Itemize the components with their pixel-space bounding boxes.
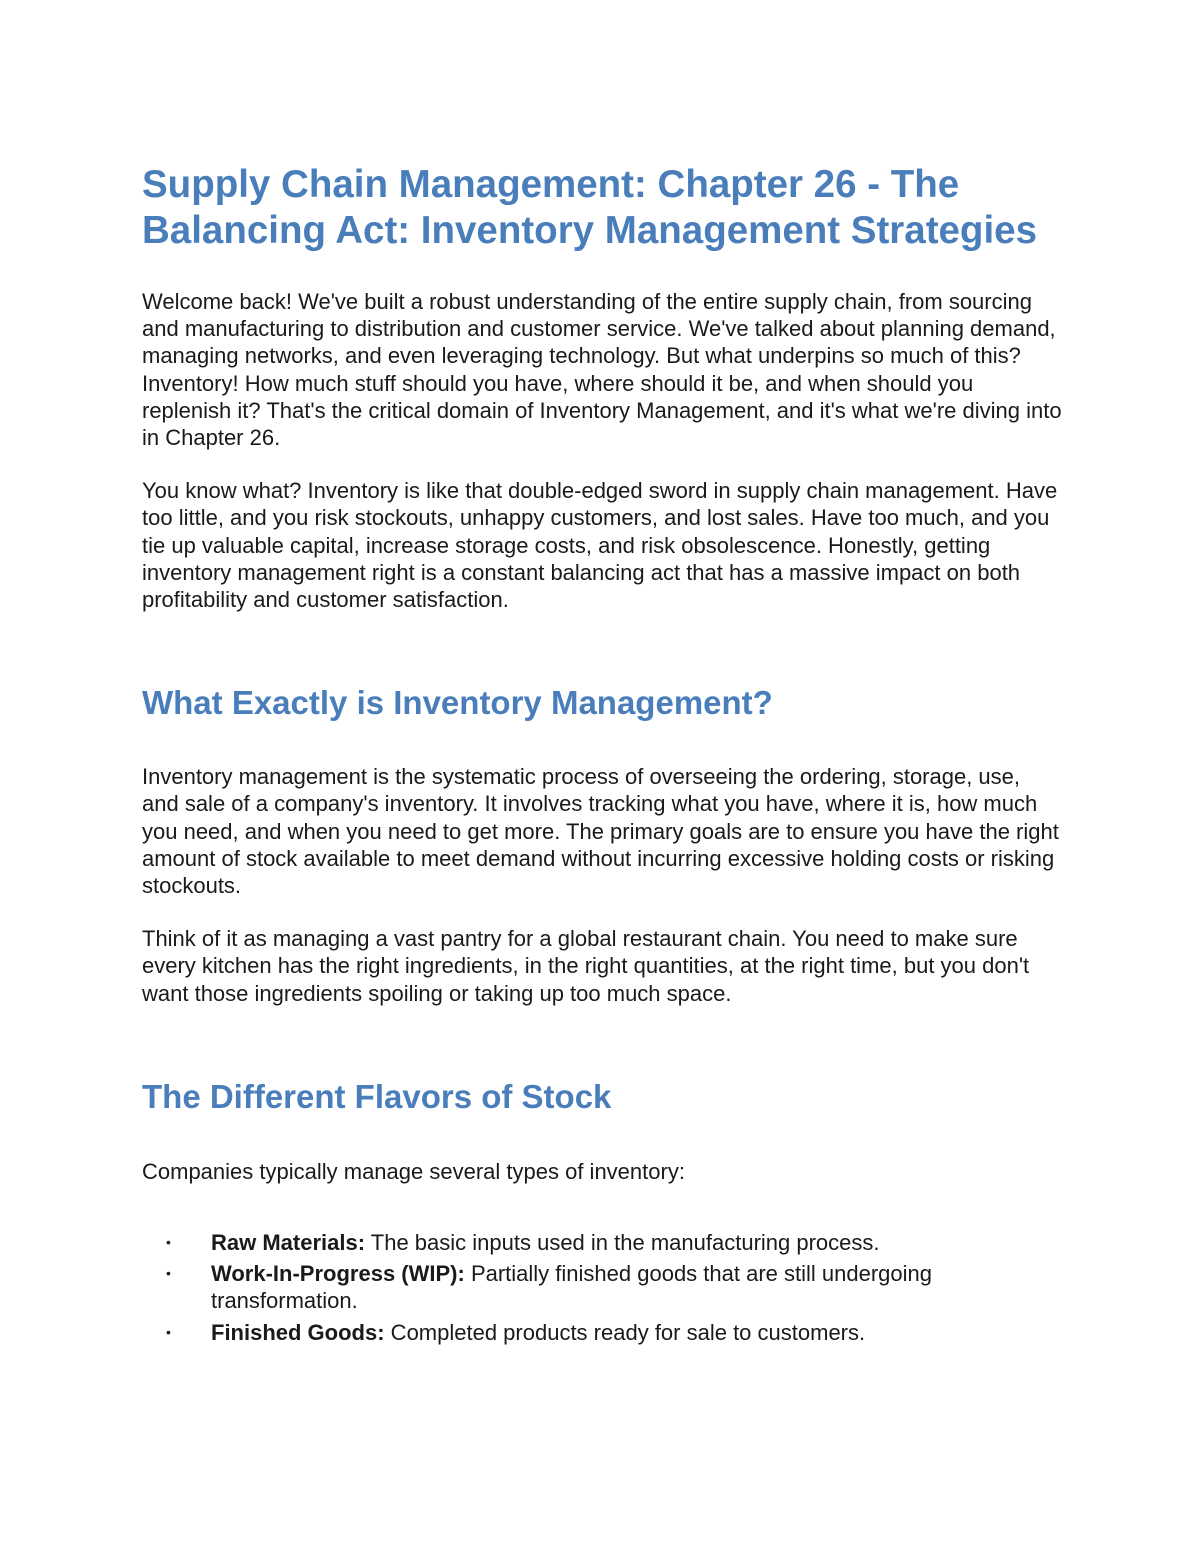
bullet-icon: • (166, 1234, 171, 1251)
intro-paragraph-1: Welcome back! We've built a robust understanding of the entire supply chain, from sourcing and manufacturing to distribution and customer service. We've talked about planning demand, managing networks, and even leveraging technology. But what underpins so much of this? Inventory! How much stuff should you have, where should it be, and when should you replenish it? That's the critical domain of Inventory Management, and it's what we're diving into in Chapter 26. (142, 289, 1062, 451)
section-heading-inventory-management: What Exactly is Inventory Management? (142, 684, 773, 722)
list-item-term: Raw Materials: (211, 1230, 366, 1256)
list-item-finished-goods (142, 1319, 1062, 1346)
intro-paragraph-2: You know what? Inventory is like that double-edged sword in supply chain management. Have too little, and you risk stockouts, unhappy customers, and lost sales. Have too much, and you tie up valuable capital, increase storage costs, and risk obsolescence. Honestly, getting inventory management right is a constant balancing act that has a massive impact on both profitability and customer satisfaction. (142, 478, 1058, 613)
list-item-description: Partially finished goods that are still undergoing transformation. (211, 1261, 932, 1314)
list-item-description: Completed products ready for sale to customers. (384, 1319, 866, 1345)
list-item-description: The basic inputs used in the manufacturing process. (365, 1230, 880, 1256)
bullet-icon: • (166, 1323, 171, 1340)
list-item-term: Finished Goods: (211, 1319, 385, 1345)
list-item-work-in-progress (142, 1260, 1062, 1314)
bullet-icon: • (166, 1265, 171, 1282)
section-2-intro: Companies typically manage several types of inventory: (142, 1158, 685, 1184)
section-1-paragraph-1: Inventory management is the systematic process of overseeing the ordering, storage, use, and sale of a company's inventory. It involves tracking what you have, where it is, how much you need, and when you need to get more. The primary goals are to ensure you have the right amount of stock available to meet demand without incurring excessive holding costs or risking stockouts. (142, 764, 1059, 899)
inventory-types-list (142, 1229, 1062, 1346)
document-title: Supply Chain Management: Chapter 26 - The Balancing Act: Inventory Management Strategies (142, 163, 1037, 252)
list-item-raw-materials (142, 1229, 1062, 1256)
section-1-paragraph-2: Think of it as managing a vast pantry for a global restaurant chain. You need to make sure every kitchen has the right ingredients, in the right quantities, at the right time, but you don't want those ingredients spoiling or taking up too much space. (142, 926, 1030, 1006)
document-page (142, 162, 1062, 1350)
section-heading-flavors-of-stock: The Different Flavors of Stock (142, 1077, 612, 1115)
list-item-term: Work-In-Progress (WIP): (211, 1261, 465, 1287)
